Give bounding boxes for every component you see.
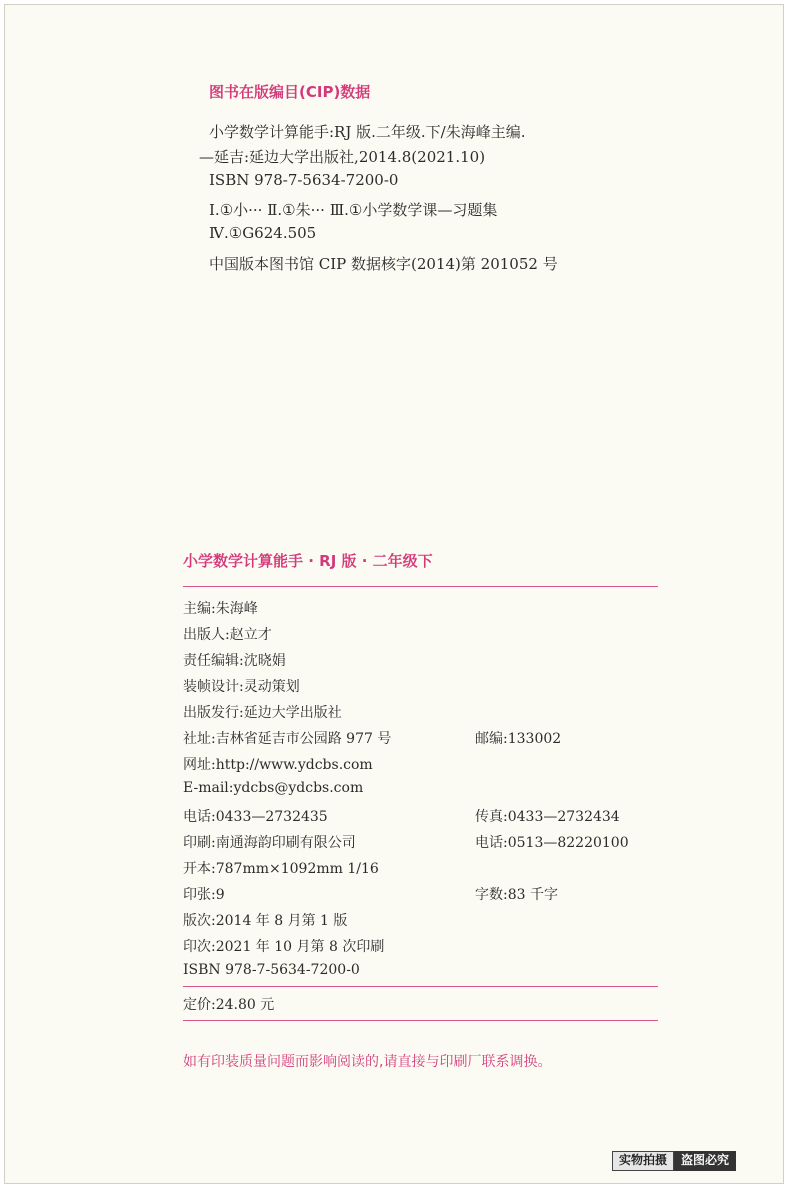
info-website: 网址:http://www.ydcbs.com [183, 757, 373, 773]
book-title: 小学数学计算能手 · RJ 版 · 二年级下 [183, 552, 433, 570]
info-printer-phone: 电话:0513—82220100 [475, 835, 629, 851]
info-row [183, 994, 658, 1016]
info-row [183, 728, 658, 750]
watermark-stamp [612, 1151, 736, 1171]
info-isbn: ISBN 978-7-5634-7200-0 [183, 962, 360, 978]
info-design: 装帧设计:灵动策划 [183, 679, 300, 695]
info-sheets: 印张:9 [183, 887, 225, 903]
info-postcode: 邮编:133002 [475, 731, 562, 747]
info-email: E-mail:ydcbs@ydcbs.com [183, 780, 364, 796]
cip-line-publisher: —延吉:延边大学出版社,2014.8(2021.10) [199, 148, 486, 166]
info-row [183, 806, 658, 828]
info-row [183, 598, 658, 620]
info-row [183, 624, 658, 646]
cip-line-subjects: Ⅰ.①小··· Ⅱ.①朱··· Ⅲ.①小学数学课—习题集 [209, 201, 498, 219]
info-row [183, 780, 658, 802]
price-divider [183, 1020, 658, 1021]
info-row [183, 936, 658, 958]
info-address: 社址:吉林省延吉市公园路 977 号 [183, 731, 392, 747]
info-editor: 主编:朱海峰 [183, 601, 258, 617]
info-row [183, 754, 658, 776]
cip-line-record-number: 中国版本图书馆 CIP 数据核字(2014)第 201052 号 [209, 255, 558, 273]
info-responsible-editor: 责任编辑:沈晓娟 [183, 653, 286, 669]
info-printer: 印刷:南通海韵印刷有限公司 [183, 835, 356, 851]
info-publisher-person: 出版人:赵立才 [183, 627, 272, 643]
stamp-left: 实物拍摄 [612, 1151, 674, 1171]
cip-title: 图书在版编目(CIP)数据 [209, 83, 371, 101]
info-format: 开本:787mm×1092mm 1/16 [183, 861, 379, 877]
info-price: 定价:24.80 元 [183, 997, 275, 1013]
copyright-page [4, 4, 784, 1184]
info-row [183, 884, 658, 906]
top-divider [183, 586, 658, 587]
info-phone: 电话:0433—2732435 [183, 809, 328, 825]
info-printing: 印次:2021 年 10 月第 8 次印刷 [183, 939, 385, 955]
info-row [183, 962, 658, 984]
info-row [183, 650, 658, 672]
cip-line-isbn: ISBN 978-7-5634-7200-0 [209, 171, 399, 189]
info-row [183, 858, 658, 880]
bottom-divider [183, 986, 658, 987]
info-row [183, 676, 658, 698]
info-edition: 版次:2014 年 8 月第 1 版 [183, 913, 348, 929]
cip-line-classification: Ⅳ.①G624.505 [209, 224, 317, 242]
info-row [183, 832, 658, 854]
info-distributor: 出版发行:延边大学出版社 [183, 705, 342, 721]
info-fax: 传真:0433—2732434 [475, 809, 620, 825]
info-row [183, 702, 658, 724]
info-word-count: 字数:83 千字 [475, 887, 558, 903]
info-row [183, 910, 658, 932]
quality-notice: 如有印装质量问题而影响阅读的,请直接与印刷厂联系调换。 [183, 1054, 552, 1070]
cip-line-title: 小学数学计算能手:RJ 版.二年级.下/朱海峰主编. [209, 123, 526, 141]
stamp-right: 盗图必究 [674, 1151, 736, 1171]
